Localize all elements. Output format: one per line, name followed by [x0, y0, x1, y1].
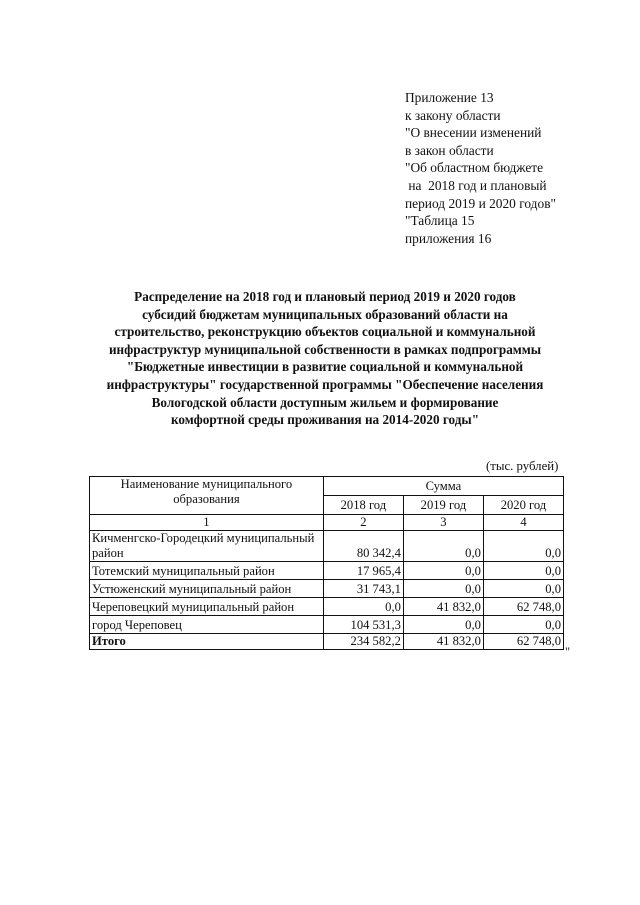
header-sum: Сумма	[323, 477, 563, 496]
closing-quote: "	[565, 645, 571, 659]
value-2020: 0,0	[483, 616, 563, 634]
table-row	[90, 580, 564, 598]
table-row	[90, 531, 564, 562]
header-year-2020: 2020 год	[483, 496, 563, 515]
title-line: Вологодской области доступным жильем и формирование	[151, 394, 499, 410]
table-total-row	[90, 634, 564, 650]
column-number: 3	[403, 515, 483, 531]
total-label: Итого	[90, 634, 324, 650]
title-line: инфраструктур муниципальной собственности в рамках подпрограммы	[108, 341, 542, 357]
value-2020: 0,0	[483, 531, 563, 562]
appendix-line: "Об областном бюджете	[405, 160, 544, 176]
document-title	[60, 288, 590, 429]
unit-label: (тыс. рублей)	[486, 459, 559, 473]
appendix-line: "О внесении изменений	[405, 125, 542, 141]
value-2020: 0,0	[483, 580, 563, 598]
title-line: субсидий бюджетам муниципальных образований области на	[142, 306, 508, 322]
value-2019: 0,0	[403, 531, 483, 562]
value-2019: 41 832,0	[403, 598, 483, 616]
municipality-name: Кичменгско-Городецкий муниципальный район	[90, 531, 324, 562]
value-2020: 62 748,0	[483, 598, 563, 616]
header-year-2019: 2019 год	[403, 496, 483, 515]
appendix-line: Приложение 13	[405, 90, 494, 105]
table-header-row	[90, 477, 564, 496]
municipality-name: Тотемский муниципальный район	[90, 562, 324, 580]
value-2018: 0,0	[323, 598, 403, 616]
column-number: 1	[90, 515, 324, 531]
value-2019: 0,0	[403, 562, 483, 580]
appendix-reference	[405, 89, 556, 247]
municipality-name: Череповецкий муниципальный район	[90, 598, 324, 616]
table-row	[90, 562, 564, 580]
value-2019: 0,0	[403, 616, 483, 634]
title-line: комфортной среды проживания на 2014-2020 годы"	[170, 412, 480, 428]
column-number-row	[90, 515, 564, 531]
appendix-line: "Таблица 15	[405, 213, 475, 229]
value-2018: 17 965,4	[323, 562, 403, 580]
appendix-line: период 2019 и 2020 годов"	[405, 195, 556, 211]
value-2018: 31 743,1	[323, 580, 403, 598]
total-2018: 234 582,2	[323, 634, 403, 650]
table-row	[90, 598, 564, 616]
appendix-line: к закону области	[405, 107, 501, 123]
value-2018: 104 531,3	[323, 616, 403, 634]
total-2020: 62 748,0	[483, 634, 563, 650]
title-line: Распределение на 2018 год и плановый период 2019 и 2020 годов	[134, 289, 516, 304]
appendix-line: на 2018 год и плановый	[405, 177, 547, 193]
column-number: 4	[483, 515, 563, 531]
appendix-line: в закон области	[405, 142, 494, 158]
value-2018: 80 342,4	[323, 531, 403, 562]
column-number: 2	[323, 515, 403, 531]
header-name: Наименование муниципального образования	[90, 477, 324, 515]
municipality-name: Устюженский муниципальный район	[90, 580, 324, 598]
title-line: инфраструктуры" государственной программы "Обеспечение населения	[106, 376, 544, 392]
subsidy-table	[89, 476, 564, 650]
value-2020: 0,0	[483, 562, 563, 580]
total-2019: 41 832,0	[403, 634, 483, 650]
header-year-2018: 2018 год	[323, 496, 403, 515]
title-line: строительство, реконструкцию объектов социальной и коммунальной	[114, 324, 536, 340]
appendix-line: приложения 16	[405, 230, 492, 246]
value-2019: 0,0	[403, 580, 483, 598]
municipality-name: город Череповец	[90, 616, 324, 634]
table-row	[90, 616, 564, 634]
title-line: "Бюджетные инвестиции в развитие социальной и коммунальной	[126, 359, 524, 375]
